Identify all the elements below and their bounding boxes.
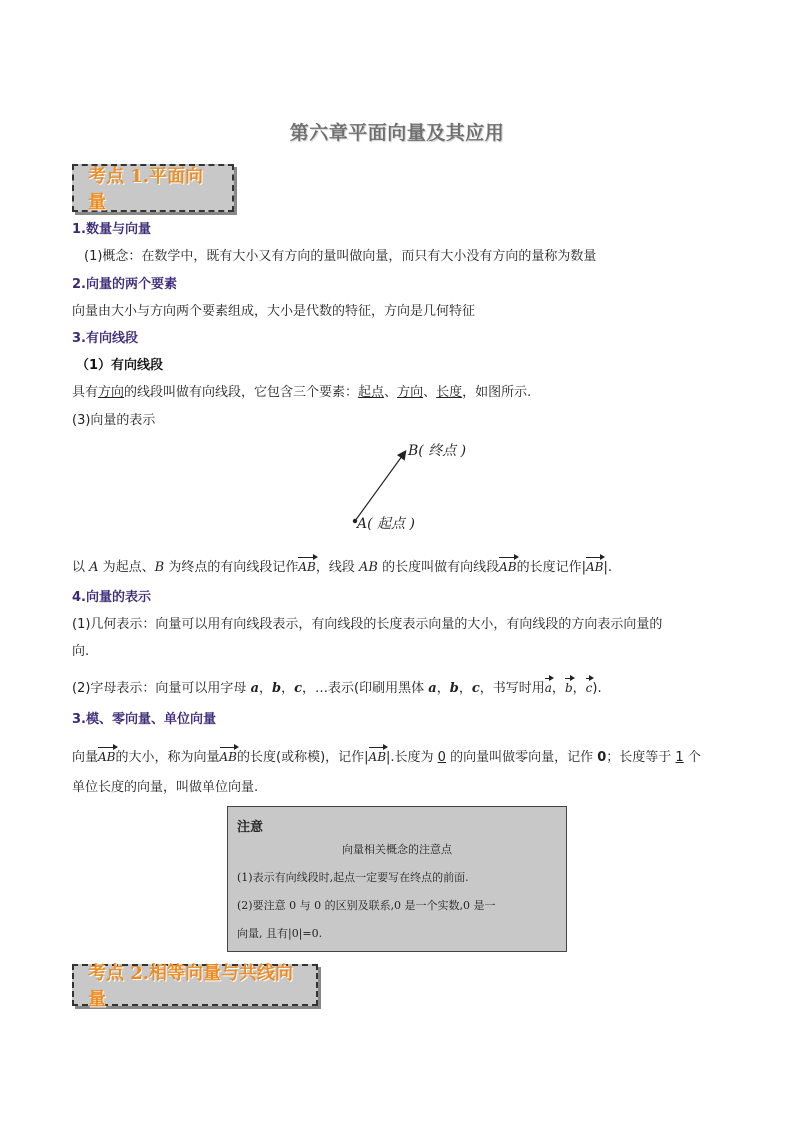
modulus-line1: 向量AB的大小，称为向量AB的长度(或称模)，记作|AB|.长度为 0 的向量叫做零向量，记作 0；长度等于 1 个	[72, 746, 701, 767]
geometric-rep-line2: 向.	[72, 644, 90, 659]
note-box	[227, 806, 567, 952]
vector-c: c	[586, 677, 593, 697]
page-title: 第六章平面向量及其应用	[289, 122, 505, 144]
vector-representation-sub: (3)向量的表示	[72, 413, 156, 428]
note-line-1: (1)表示有向线段时,起点一定要写在终点的前面.	[237, 871, 469, 884]
note-line-2: (2)要注意 0 与 0 的区别及联系,0 是一个实数,0 是一	[237, 899, 496, 912]
vector-a: a	[545, 677, 552, 697]
vector-AB: AB	[98, 746, 115, 766]
heading-quantity-vector: 1.数量与向量	[72, 222, 151, 237]
note-line-3: 向量, 且有|0|=0.	[237, 927, 323, 940]
vector-AB: AB	[298, 556, 315, 576]
heading-vector-representation: 4.向量的表示	[72, 590, 151, 605]
subheading-directed-segment: （1）有向线段	[76, 358, 164, 373]
heading-modulus: 3.模、零向量、单位向量	[72, 712, 216, 727]
section-banner-1	[72, 164, 234, 212]
geometric-rep-line1: (1)几何表示：向量可以用有向线段表示，有向线段的长度表示向量的大小，有向线段的方向表示向量的	[72, 617, 663, 632]
section-banner-label: 考点 2.相等向量与共线向量	[88, 963, 294, 1010]
concept-text: (1)概念：在数学中，既有大小又有方向的量叫做向量，而只有大小没有方向的量称为数量	[84, 249, 597, 264]
directed-segment-notation: 以 A 为起点、B 为终点的有向线段记作AB，线段 AB 的长度叫做有向线段AB的长度记作|AB|.	[72, 556, 612, 577]
note-title: 注意	[237, 820, 264, 835]
section-banner-2	[72, 963, 318, 1010]
modulus-line2: 单位长度的向量，叫做单位向量.	[72, 780, 259, 795]
vector-AB: AB	[369, 746, 386, 766]
vector-AB: AB	[220, 746, 237, 766]
two-elements-text: 向量由大小与方向两个要素组成，大小是代数的特征，方向是几何特征	[72, 304, 476, 319]
section-banner-label: 考点 1.平面向量	[88, 166, 204, 213]
letter-rep-line: (2)字母表示：向量可以用字母 a，b，c，…表示(印刷用黑体 a，b，c，书写时用a，b，c).	[72, 677, 602, 698]
vector-arrow	[355, 452, 405, 521]
directed-segment-text: 具有方向的线段叫做有向线段，它包含三个要素：起点、方向、长度，如图所示.	[72, 385, 532, 400]
end-point-label: B( 终点 )	[408, 443, 467, 459]
vector-AB: AB	[586, 556, 603, 576]
vector-b: b	[565, 677, 573, 697]
heading-directed-segment: 3.有向线段	[72, 331, 138, 346]
start-point-label: A( 起点 )	[357, 516, 415, 532]
heading-two-elements: 2.向量的两个要素	[72, 277, 177, 292]
vector-AB: AB	[499, 556, 516, 576]
note-subtitle: 向量相关概念的注意点	[342, 843, 452, 856]
